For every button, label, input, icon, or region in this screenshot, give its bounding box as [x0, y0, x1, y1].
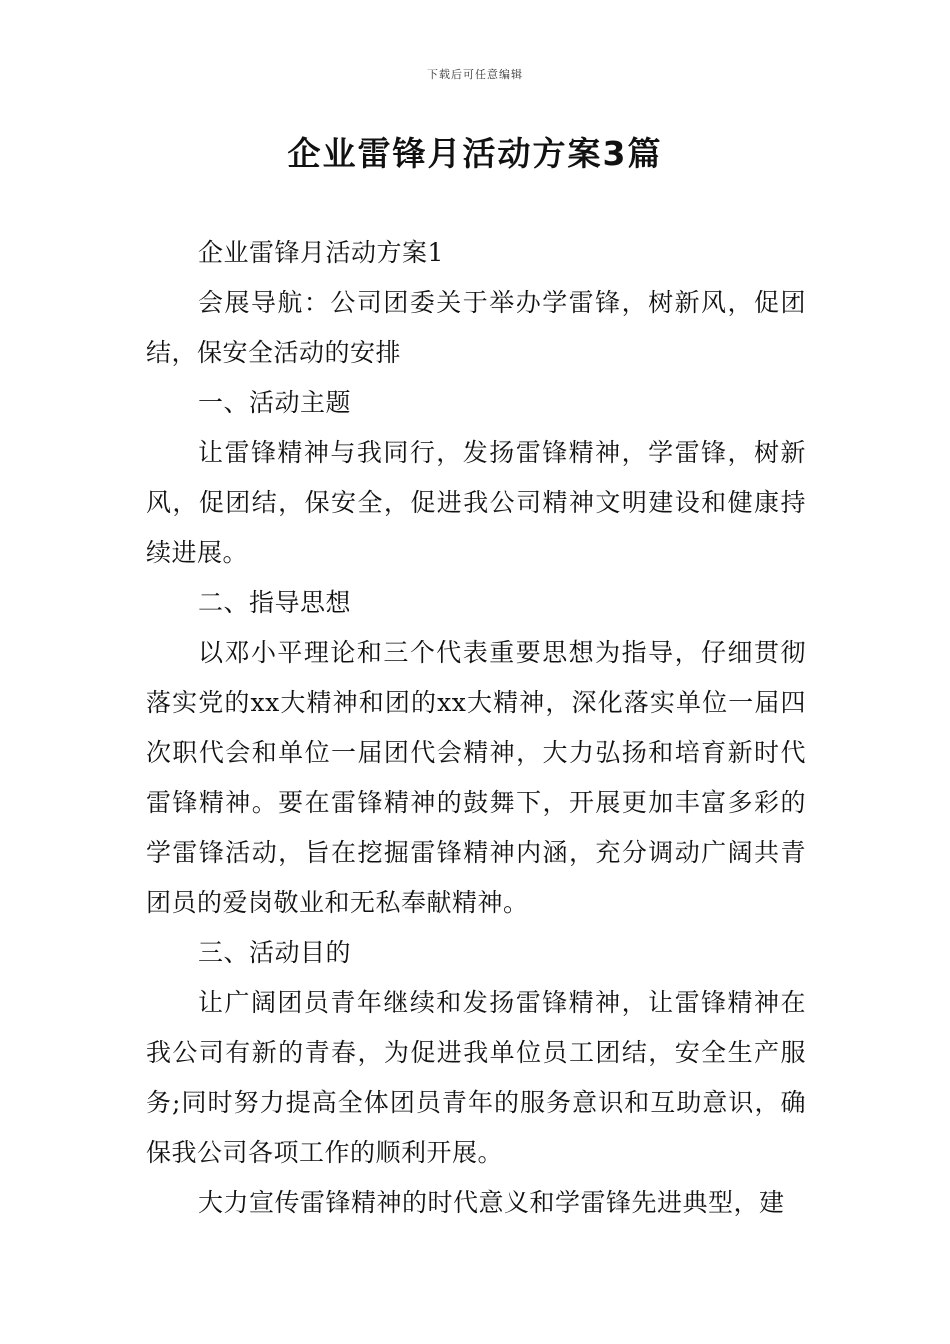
guiding-ideology-paragraph: 以邓小平理论和三个代表重要思想为指导，仔细贯彻落实党的xx大精神和团的xx大精神，深化落实单位一届四次职代会和单位一届团代会精神，大力弘扬和培育新时代雷锋精神。要在雷锋精神的鼓舞下，开展更加丰富多彩的学雷锋活动，旨在挖掘雷锋精神内涵，充分调动广阔共青团员的爱岗敬业和无私奉献精神。 — [146, 638, 806, 917]
document-body — [146, 228, 806, 1228]
theme-paragraph: 让雷锋精神与我同行，发扬雷锋精神，学雷锋，树新风，促团结，保安全，促进我公司精神文明建设和健康持续进展。 — [146, 438, 806, 567]
purpose-paragraph: 让广阔团员青年继续和发扬雷锋精神，让雷锋精神在我公司有新的青春，为促进我单位员工团结，安全生产服务;同时努力提高全体团员青年的服务意识和互助意识，确保我公司各项工作的顺利开展。 — [146, 988, 806, 1167]
section-heading-theme: 一、活动主题 — [198, 388, 352, 417]
header-note: 下载后可任意编辑 — [427, 68, 523, 81]
document-title: 企业雷锋月活动方案3篇 — [287, 134, 663, 173]
subtitle-paragraph: 企业雷锋月活动方案1 — [198, 238, 444, 267]
promotion-paragraph: 大力宣传雷锋精神的时代意义和学雷锋先进典型，建 — [198, 1188, 785, 1217]
section-heading-purpose: 三、活动目的 — [198, 938, 352, 967]
intro-paragraph: 会展导航：公司团委关于举办学雷锋，树新风，促团结，保安全活动的安排 — [146, 288, 806, 367]
section-heading-guiding-ideology: 二、指导思想 — [198, 588, 352, 617]
